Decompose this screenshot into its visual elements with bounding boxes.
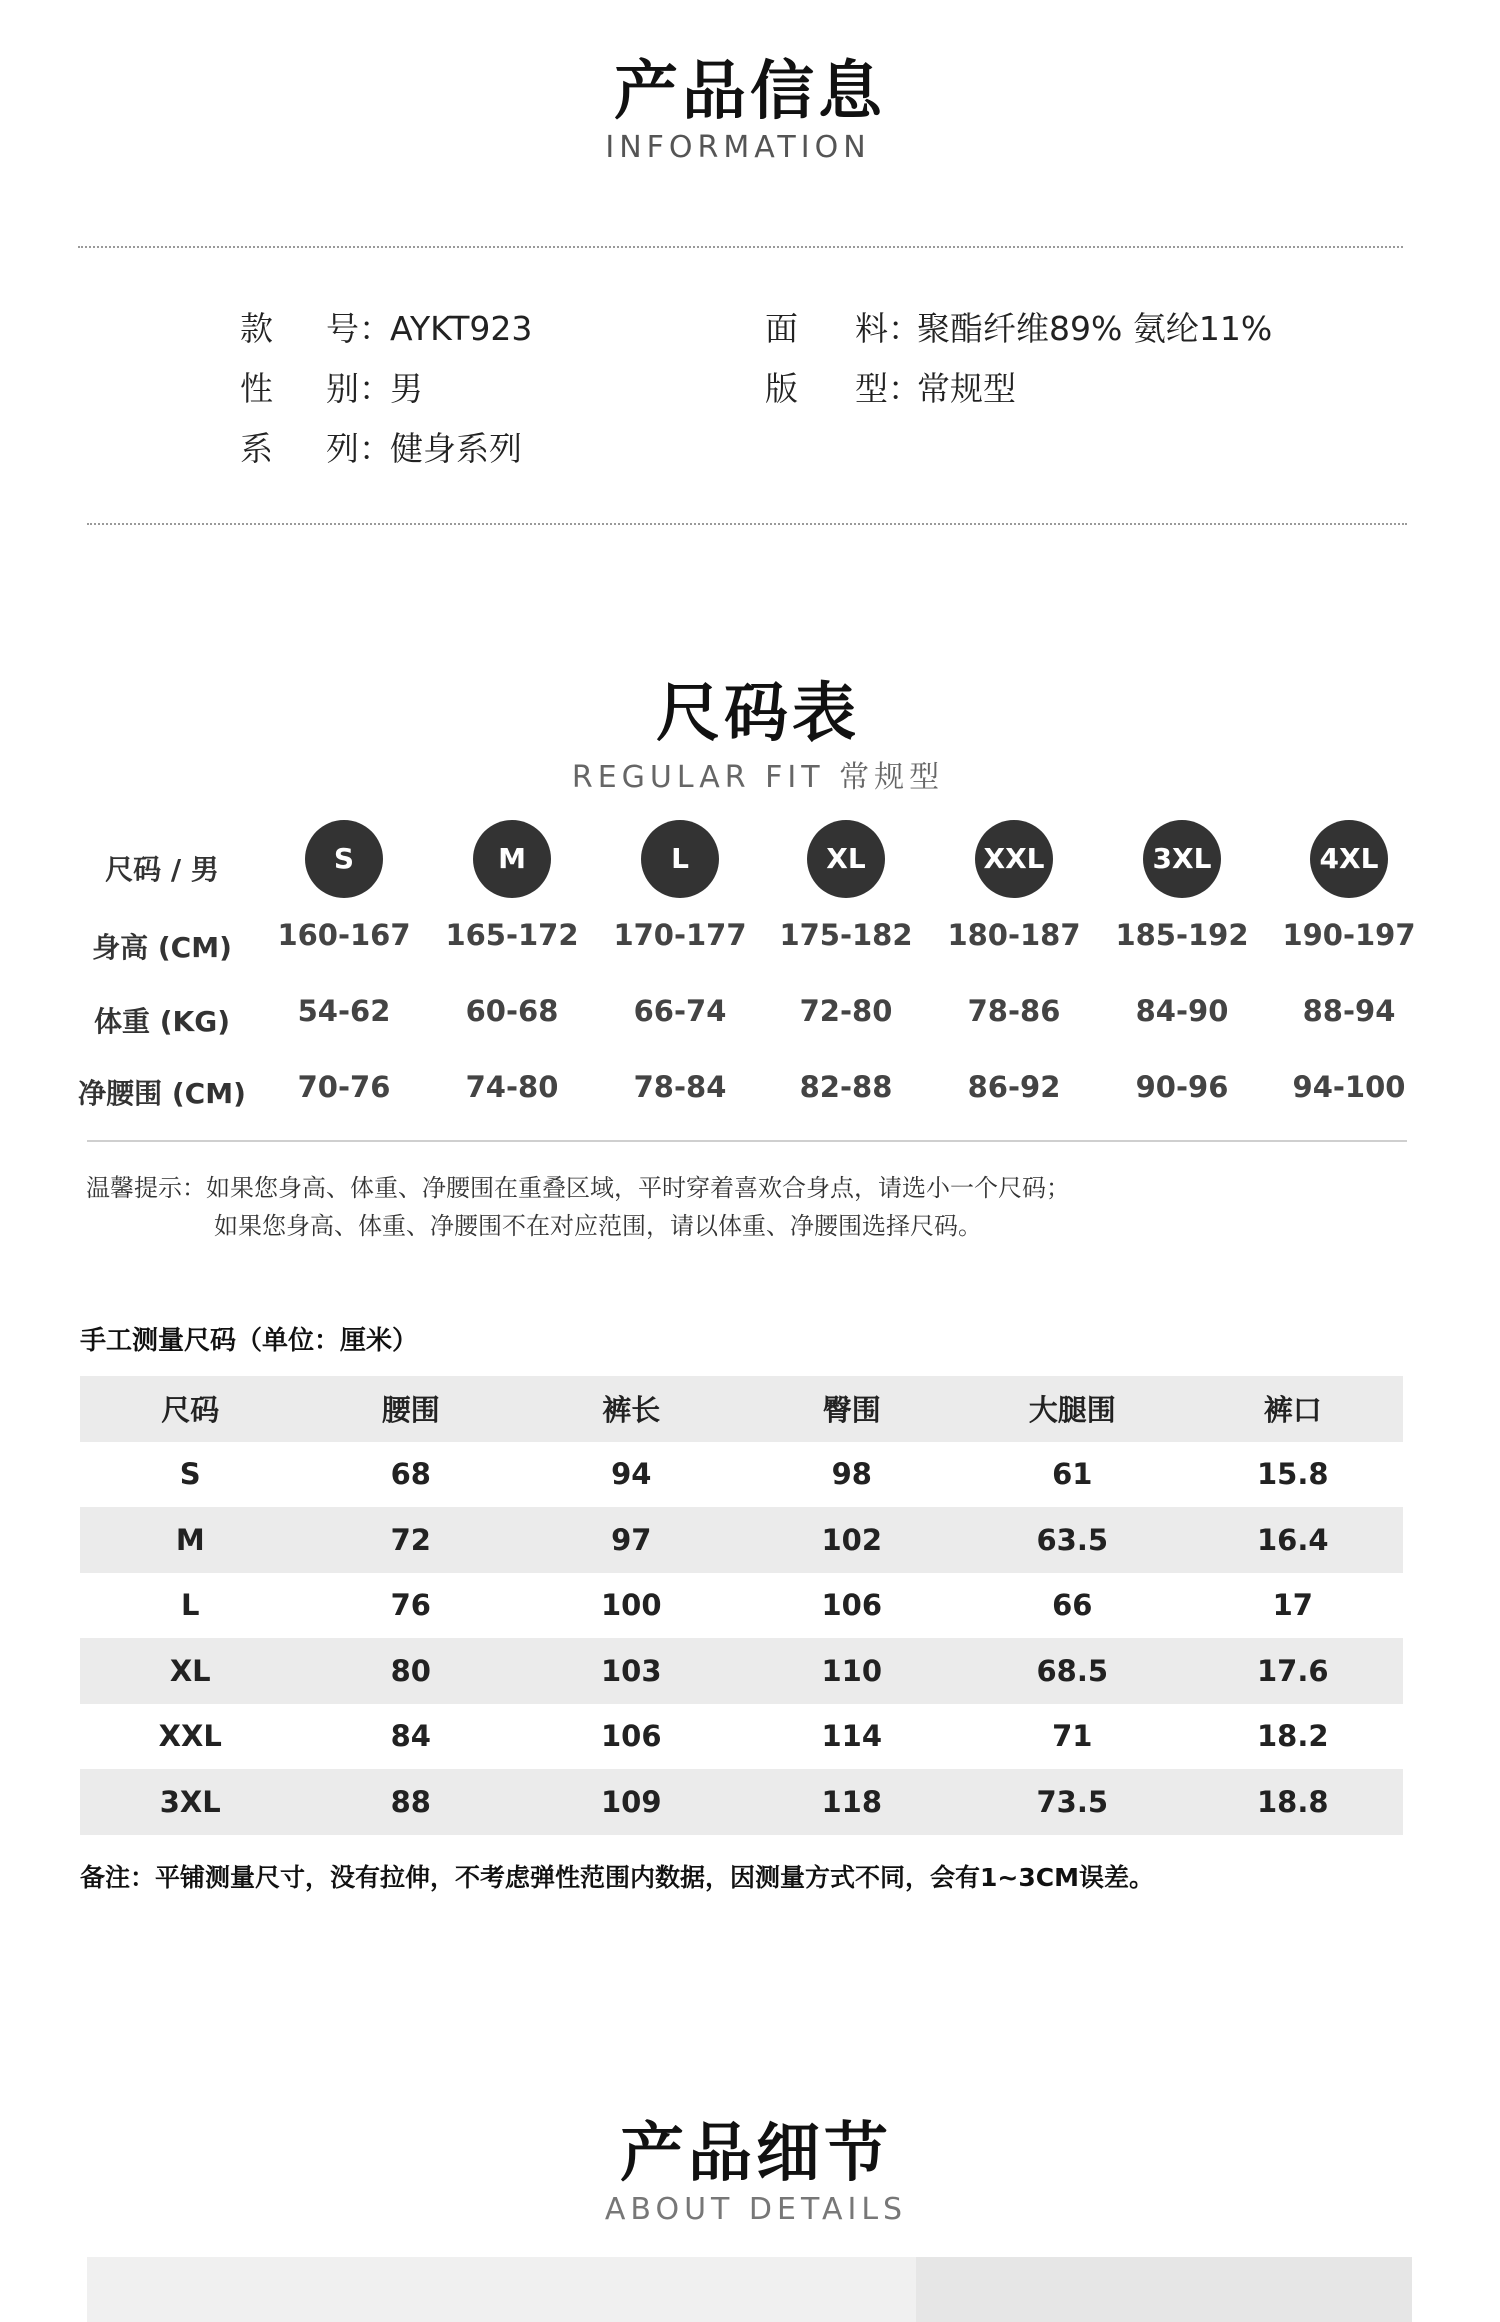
table-row (80, 1769, 1403, 1835)
info-series: 系 列：健身系列 (240, 429, 522, 468)
table-cell: XXL (158, 1719, 222, 1754)
table-cell: 109 (521, 1769, 742, 1835)
info-gender-value: 男 (390, 369, 423, 408)
table-header-cell: 大腿围 (962, 1376, 1183, 1442)
table-cell: 110 (742, 1638, 963, 1704)
details-subtitle: ABOUT DETAILS (604, 2192, 908, 2227)
table-row (80, 1573, 1403, 1639)
table-cell: 76 (390, 1588, 431, 1623)
detail-image-right (916, 2257, 1412, 2322)
info-style-number-value: AYKT923 (390, 309, 533, 348)
table-header-cell: 腰围 (301, 1376, 522, 1442)
weight-cell: 88-94 (1302, 994, 1396, 1028)
table-cell: 88 (301, 1769, 522, 1835)
weight-cell: 66-74 (633, 994, 727, 1028)
size-badge-xl: XL (807, 820, 885, 898)
size-badge-m: M (473, 820, 551, 898)
size-badge-3xl: 3XL (1143, 820, 1221, 898)
info-fabric-value: 聚酯纤维89% 氨纶11% (917, 309, 1273, 348)
table-cell: M (80, 1507, 301, 1573)
table-header-row (80, 1376, 1403, 1442)
size-badge-l: L (641, 820, 719, 898)
weight-cell: 54-62 (297, 994, 391, 1028)
table-header-cell: 尺码 (80, 1376, 301, 1442)
table-cell: 68.5 (962, 1638, 1183, 1704)
size-badge-4xl: 4XL (1310, 820, 1388, 898)
weight-row-label: 体重 (KG) (93, 1005, 231, 1038)
waist-cell: 70-76 (297, 1070, 391, 1104)
table-cell: 118 (742, 1769, 963, 1835)
table-header-cell: 裤长 (521, 1376, 742, 1442)
weight-cell: 84-90 (1135, 994, 1229, 1028)
table-cell: 80 (301, 1638, 522, 1704)
waist-cell: 78-84 (633, 1070, 727, 1104)
waist-cell: 90-96 (1135, 1070, 1229, 1104)
table-cell: 102 (742, 1507, 963, 1573)
tip-line-1: 温馨提示：如果您身高、体重、净腰围在重叠区域，平时穿着喜欢合身点，请选小一个尺码； (86, 1174, 1070, 1202)
measurement-table (80, 1376, 1403, 1835)
table-cell: 61 (1052, 1457, 1093, 1492)
table-cell: 98 (831, 1457, 872, 1492)
table-cell: 68 (390, 1457, 431, 1492)
table-header-cell: 臀围 (742, 1376, 963, 1442)
height-cell: 170-177 (613, 918, 747, 952)
height-cell: 180-187 (947, 918, 1081, 952)
height-cell: 165-172 (445, 918, 579, 952)
table-cell: L (181, 1588, 200, 1623)
table-cell: 103 (521, 1638, 742, 1704)
tip-line-2: 如果您身高、体重、净腰围不在对应范围，请以体重、净腰围选择尺码。 (214, 1212, 982, 1240)
weight-cell: 78-86 (967, 994, 1061, 1028)
info-series-value: 健身系列 (390, 429, 522, 468)
weight-cell: 72-80 (799, 994, 893, 1028)
table-cell: 15.8 (1256, 1457, 1329, 1492)
size-chart-title: 尺码表 (656, 677, 860, 751)
table-header-cell: 裤口 (1183, 1376, 1404, 1442)
height-cell: 190-197 (1282, 918, 1416, 952)
table-row (80, 1638, 1403, 1704)
height-cell: 160-167 (277, 918, 411, 952)
height-cell: 175-182 (779, 918, 913, 952)
table-row (80, 1507, 1403, 1573)
info-fit: 版 型：常规型 (765, 369, 1016, 408)
waist-cell: 94-100 (1292, 1070, 1406, 1104)
details-title: 产品细节 (620, 2117, 892, 2191)
table-cell: 72 (301, 1507, 522, 1573)
size-badge-s: S (305, 820, 383, 898)
table-cell: 73.5 (962, 1769, 1183, 1835)
table-cell: 63.5 (962, 1507, 1183, 1573)
info-top-divider (78, 246, 1403, 248)
table-cell: 66 (1052, 1588, 1093, 1623)
table-cell: 18.2 (1256, 1719, 1329, 1754)
table-cell: 100 (600, 1588, 662, 1623)
table-cell: 3XL (80, 1769, 301, 1835)
table-cell: 16.4 (1183, 1507, 1404, 1573)
size-chart-divider (87, 1140, 1407, 1142)
table-cell: 17.6 (1183, 1638, 1404, 1704)
info-gender: 性 别：男 (240, 369, 423, 408)
table-cell: 84 (390, 1719, 431, 1754)
table-cell: 17 (1272, 1588, 1313, 1623)
table-cell: 106 (821, 1588, 883, 1623)
info-bottom-divider (87, 523, 1407, 525)
table-row (80, 1442, 1403, 1508)
table-cell: 114 (821, 1719, 883, 1754)
table-cell: S (179, 1457, 201, 1492)
height-row-label: 身高 (CM) (92, 931, 232, 964)
waist-row-label: 净腰围 (CM) (78, 1077, 246, 1110)
waist-cell: 86-92 (967, 1070, 1061, 1104)
waist-cell: 74-80 (465, 1070, 559, 1104)
measurement-note: 备注：平铺测量尺寸，没有拉伸，不考虑弹性范围内数据，因测量方式不同，会有1~3CM误差。 (80, 1863, 1154, 1892)
information-title: 产品信息 (614, 55, 886, 129)
table-cell: 18.8 (1183, 1769, 1404, 1835)
height-cell: 185-192 (1115, 918, 1249, 952)
size-chart-subtitle: REGULAR FIT 常规型 (571, 760, 945, 795)
table-cell: 106 (600, 1719, 662, 1754)
table-row (80, 1704, 1403, 1770)
table-cell: XL (80, 1638, 301, 1704)
info-style-number: 款 号：AYKT923 (240, 309, 533, 348)
table-cell: 71 (1052, 1719, 1093, 1754)
table-cell: 94 (611, 1457, 652, 1492)
information-subtitle: INFORMATION (605, 130, 871, 165)
table-cell: 97 (521, 1507, 742, 1573)
size-header-label: 尺码 / 男 (105, 853, 219, 886)
measurement-title: 手工测量尺码（单位：厘米） (80, 1326, 419, 1356)
info-fit-value: 常规型 (917, 369, 1016, 408)
weight-cell: 60-68 (465, 994, 559, 1028)
size-badge-xxl: XXL (975, 820, 1053, 898)
info-fabric: 面 料：聚酯纤维89% 氨纶11% (765, 309, 1273, 348)
waist-cell: 82-88 (799, 1070, 893, 1104)
